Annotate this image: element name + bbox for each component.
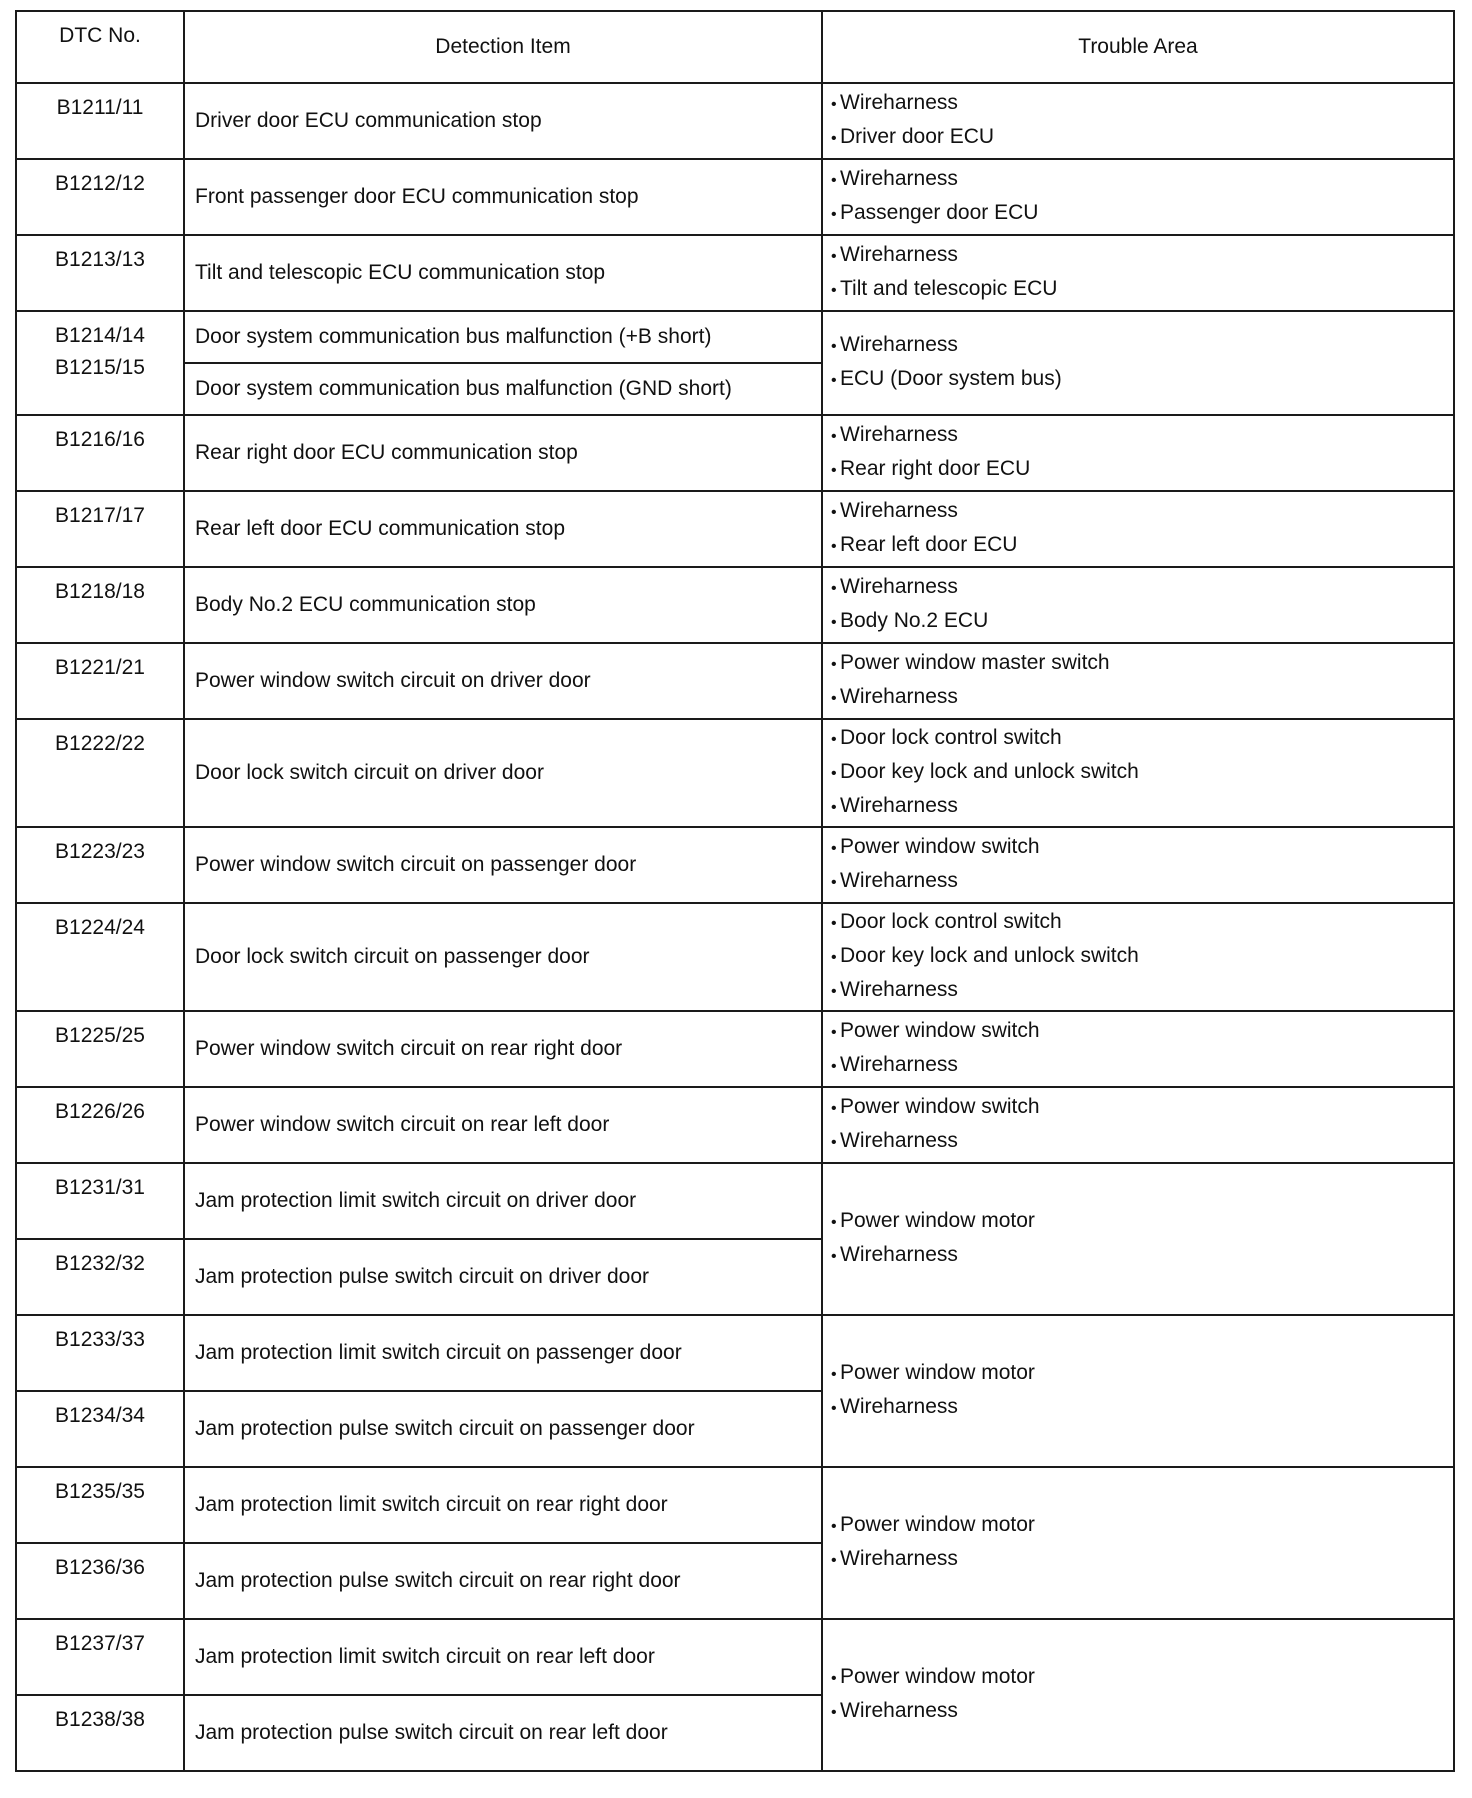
bullet-icon: •: [831, 1670, 837, 1687]
trouble-area-item: [831, 363, 1453, 397]
table-row: [16, 235, 1454, 311]
bullet-icon: •: [831, 1704, 837, 1721]
trouble-area-text: Body No.2 ECU: [840, 609, 989, 632]
trouble-area-cell: [822, 1163, 1454, 1315]
dtc-code: B1223/23: [16, 827, 184, 903]
table-row: [16, 643, 1454, 719]
table-row: [16, 1619, 1454, 1695]
header-dtc-no: DTC No.: [16, 11, 184, 83]
trouble-area-item: [831, 1357, 1453, 1391]
trouble-area-cell: [822, 903, 1454, 1011]
detection-item: Power window switch circuit on rear left door: [184, 1087, 822, 1163]
trouble-area-text: Wireharness: [840, 1395, 958, 1418]
dtc-code: B1212/12: [16, 159, 184, 235]
detection-item: Jam protection pulse switch circuit on passenger door: [184, 1391, 822, 1467]
bullet-icon: •: [831, 538, 837, 555]
trouble-area-text: Power window motor: [840, 1209, 1035, 1232]
trouble-area-text: Power window motor: [840, 1665, 1035, 1688]
trouble-area-text: Wireharness: [840, 1243, 958, 1266]
bullet-icon: •: [831, 1248, 837, 1265]
trouble-area-text: Wireharness: [840, 243, 958, 266]
bullet-icon: •: [831, 1400, 837, 1417]
trouble-area-cell: [822, 1087, 1454, 1163]
bullet-icon: •: [831, 96, 837, 113]
trouble-area-item: [831, 1049, 1453, 1083]
bullet-icon: •: [831, 338, 837, 355]
bullet-icon: •: [831, 656, 837, 673]
trouble-area-item: [831, 1391, 1453, 1425]
trouble-area-cell: [822, 1011, 1454, 1087]
trouble-area-cell: [822, 311, 1454, 415]
trouble-area-item: [831, 197, 1453, 231]
trouble-area-cell: [822, 83, 1454, 159]
trouble-area-item: [831, 87, 1453, 121]
trouble-area-item: [831, 1543, 1453, 1577]
trouble-area-item: [831, 1205, 1453, 1239]
detection-item: Door lock switch circuit on driver door: [184, 719, 822, 827]
detection-item: Body No.2 ECU communication stop: [184, 567, 822, 643]
trouble-area-item: [831, 940, 1453, 974]
trouble-area-text: Wireharness: [840, 333, 958, 356]
dtc-code: B1222/22: [16, 719, 184, 827]
trouble-area-item: [831, 495, 1453, 529]
detection-item: Power window switch circuit on passenger door: [184, 827, 822, 903]
trouble-area-item: [831, 906, 1453, 940]
bullet-icon: •: [831, 614, 837, 631]
dtc-code: B1221/21: [16, 643, 184, 719]
trouble-area-text: Wireharness: [840, 685, 958, 708]
trouble-area-cell: [822, 1315, 1454, 1467]
detection-item: Front passenger door ECU communication stop: [184, 159, 822, 235]
trouble-area-item: [831, 722, 1453, 756]
detection-item: Door lock switch circuit on passenger door: [184, 903, 822, 1011]
trouble-area-text: Wireharness: [840, 91, 958, 114]
trouble-area-text: Tilt and telescopic ECU: [840, 277, 1058, 300]
dtc-code: B1214/14: [55, 324, 145, 347]
dtc-code-group: [16, 311, 184, 415]
dtc-code: B1226/26: [16, 1087, 184, 1163]
trouble-area-item: [831, 831, 1453, 865]
trouble-area-text: Wireharness: [840, 978, 958, 1001]
detection-item: Jam protection limit switch circuit on rear left door: [184, 1619, 822, 1695]
trouble-area-text: Power window switch: [840, 1019, 1040, 1042]
detection-item: Jam protection pulse switch circuit on driver door: [184, 1239, 822, 1315]
table-row: [16, 1011, 1454, 1087]
trouble-area-item: [831, 681, 1453, 715]
detection-item: Jam protection limit switch circuit on rear right door: [184, 1467, 822, 1543]
trouble-area-text: Wireharness: [840, 423, 958, 446]
trouble-area-item: [831, 865, 1453, 899]
bullet-icon: •: [831, 172, 837, 189]
table-row: [16, 719, 1454, 827]
trouble-area-text: Wireharness: [840, 1129, 958, 1152]
dtc-code: B1211/11: [16, 83, 184, 159]
trouble-area-item: [831, 1661, 1453, 1695]
trouble-area-item: [831, 419, 1453, 453]
bullet-icon: •: [831, 1366, 837, 1383]
bullet-icon: •: [831, 983, 837, 1000]
dtc-code: B1237/37: [16, 1619, 184, 1695]
trouble-area-text: Power window switch: [840, 835, 1040, 858]
detection-item: Rear right door ECU communication stop: [184, 415, 822, 491]
table-row: [16, 491, 1454, 567]
trouble-area-text: Wireharness: [840, 167, 958, 190]
trouble-area-cell: [822, 235, 1454, 311]
trouble-area-text: Wireharness: [840, 869, 958, 892]
dtc-code: B1217/17: [16, 491, 184, 567]
trouble-area-text: Wireharness: [840, 1053, 958, 1076]
detection-item: Rear left door ECU communication stop: [184, 491, 822, 567]
detection-item: Door system communication bus malfunction (GND short): [184, 363, 822, 415]
header-detection-item: Detection Item: [184, 11, 822, 83]
table-row: [16, 311, 1454, 363]
bullet-icon: •: [831, 580, 837, 597]
trouble-area-cell: [822, 567, 1454, 643]
trouble-area-text: Power window motor: [840, 1513, 1035, 1536]
trouble-area-text: Wireharness: [840, 575, 958, 598]
trouble-area-item: [831, 1091, 1453, 1125]
bullet-icon: •: [831, 915, 837, 932]
trouble-area-item: [831, 571, 1453, 605]
bullet-icon: •: [831, 1058, 837, 1075]
dtc-code: B1215/15: [55, 356, 145, 379]
dtc-code: B1218/18: [16, 567, 184, 643]
trouble-area-text: Power window master switch: [840, 651, 1110, 674]
trouble-area-item: [831, 1695, 1453, 1729]
trouble-area-item: [831, 529, 1453, 563]
dtc-code: B1233/33: [16, 1315, 184, 1391]
trouble-area-text: Door key lock and unlock switch: [840, 760, 1139, 783]
detection-item: Jam protection pulse switch circuit on rear left door: [184, 1695, 822, 1771]
trouble-area-text: Power window motor: [840, 1361, 1035, 1384]
header-row: [16, 11, 1454, 83]
detection-item: Power window switch circuit on driver door: [184, 643, 822, 719]
detection-item: Jam protection limit switch circuit on driver door: [184, 1163, 822, 1239]
bullet-icon: •: [831, 765, 837, 782]
trouble-area-text: Wireharness: [840, 499, 958, 522]
bullet-icon: •: [831, 1552, 837, 1569]
trouble-area-cell: [822, 719, 1454, 827]
detection-item: Driver door ECU communication stop: [184, 83, 822, 159]
table-row: [16, 567, 1454, 643]
trouble-area-cell: [822, 491, 1454, 567]
table-row: [16, 159, 1454, 235]
detection-item: Jam protection pulse switch circuit on rear right door: [184, 1543, 822, 1619]
table-row: [16, 827, 1454, 903]
trouble-area-text: Rear left door ECU: [840, 533, 1018, 556]
trouble-area-text: Wireharness: [840, 1547, 958, 1570]
dtc-code: B1225/25: [16, 1011, 184, 1087]
table-row: [16, 1087, 1454, 1163]
bullet-icon: •: [831, 840, 837, 857]
bullet-icon: •: [831, 949, 837, 966]
table-row: [16, 1163, 1454, 1239]
trouble-area-item: [831, 453, 1453, 487]
bullet-icon: •: [831, 248, 837, 265]
trouble-area-item: [831, 1239, 1453, 1273]
bullet-icon: •: [831, 1518, 837, 1535]
bullet-icon: •: [831, 206, 837, 223]
trouble-area-item: [831, 790, 1453, 824]
trouble-area-item: [831, 1125, 1453, 1159]
trouble-area-text: Wireharness: [840, 794, 958, 817]
trouble-area-text: Wireharness: [840, 1699, 958, 1722]
table-row: [16, 83, 1454, 159]
bullet-icon: •: [831, 1214, 837, 1231]
bullet-icon: •: [831, 1134, 837, 1151]
trouble-area-cell: [822, 415, 1454, 491]
bullet-icon: •: [831, 874, 837, 891]
dtc-code: B1224/24: [16, 903, 184, 1011]
dtc-code: B1232/32: [16, 1239, 184, 1315]
bullet-icon: •: [831, 1100, 837, 1117]
trouble-area-cell: [822, 643, 1454, 719]
trouble-area-text: Driver door ECU: [840, 125, 995, 148]
bullet-icon: •: [831, 130, 837, 147]
trouble-area-item: [831, 121, 1453, 155]
table-row: [16, 1467, 1454, 1543]
trouble-area-text: Passenger door ECU: [840, 201, 1039, 224]
table-row: [16, 415, 1454, 491]
table-row: [16, 1315, 1454, 1391]
bullet-icon: •: [831, 372, 837, 389]
trouble-area-cell: [822, 159, 1454, 235]
trouble-area-item: [831, 239, 1453, 273]
dtc-code: B1231/31: [16, 1163, 184, 1239]
dtc-code: B1234/34: [16, 1391, 184, 1467]
detection-item: Door system communication bus malfunction (+B short): [184, 311, 822, 363]
bullet-icon: •: [831, 731, 837, 748]
trouble-area-text: Door lock control switch: [840, 910, 1062, 933]
trouble-area-cell: [822, 1619, 1454, 1771]
trouble-area-cell: [822, 827, 1454, 903]
trouble-area-text: Door lock control switch: [840, 726, 1062, 749]
dtc-code: B1213/13: [16, 235, 184, 311]
bullet-icon: •: [831, 428, 837, 445]
trouble-area-item: [831, 163, 1453, 197]
table-row: [16, 903, 1454, 1011]
bullet-icon: •: [831, 1024, 837, 1041]
trouble-area-text: ECU (Door system bus): [840, 367, 1062, 390]
trouble-area-item: [831, 1015, 1453, 1049]
bullet-icon: •: [831, 282, 837, 299]
detection-item: Tilt and telescopic ECU communication stop: [184, 235, 822, 311]
trouble-area-item: [831, 1509, 1453, 1543]
trouble-area-item: [831, 974, 1453, 1008]
detection-item: Jam protection limit switch circuit on passenger door: [184, 1315, 822, 1391]
dtc-code: B1235/35: [16, 1467, 184, 1543]
dtc-code: B1236/36: [16, 1543, 184, 1619]
dtc-code: B1238/38: [16, 1695, 184, 1771]
table-body: [16, 83, 1454, 1771]
trouble-area-text: Power window switch: [840, 1095, 1040, 1118]
dtc-code: B1216/16: [16, 415, 184, 491]
bullet-icon: •: [831, 690, 837, 707]
trouble-area-item: [831, 756, 1453, 790]
dtc-table: [15, 10, 1455, 1772]
trouble-area-cell: [822, 1467, 1454, 1619]
trouble-area-item: [831, 647, 1453, 681]
trouble-area-text: Rear right door ECU: [840, 457, 1031, 480]
bullet-icon: •: [831, 504, 837, 521]
trouble-area-item: [831, 605, 1453, 639]
trouble-area-item: [831, 329, 1453, 363]
trouble-area-text: Door key lock and unlock switch: [840, 944, 1139, 967]
bullet-icon: •: [831, 799, 837, 816]
detection-item: Power window switch circuit on rear right door: [184, 1011, 822, 1087]
header-trouble-area: Trouble Area: [822, 11, 1454, 83]
bullet-icon: •: [831, 462, 837, 479]
trouble-area-item: [831, 273, 1453, 307]
